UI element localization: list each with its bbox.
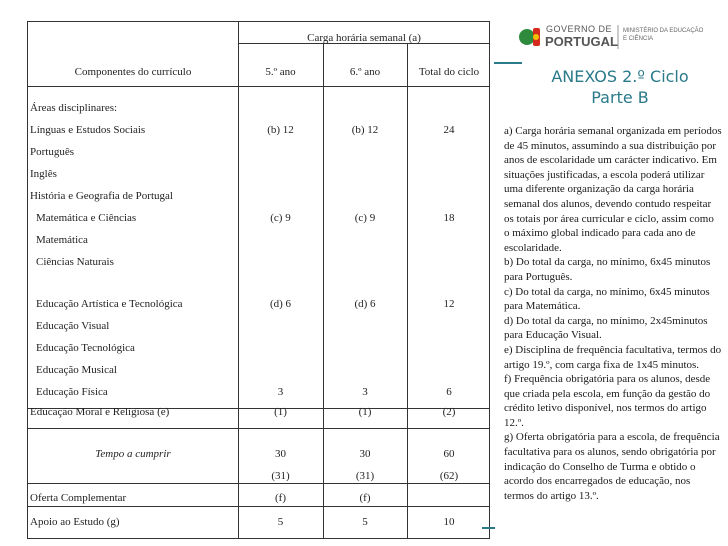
title-line2: Parte B (591, 88, 649, 107)
row-value-v6: (b) 12 (351, 124, 379, 136)
row-value-v5: 5 (277, 516, 284, 528)
table-divider (407, 43, 408, 538)
curriculum-table (27, 21, 490, 539)
footnote: g) Oferta obrigatória para a escola, de frequência facultativa para os alunos, sendo obrigatória por indicação do Conselho de Turma e obtido o acordo dos encarregados de educação, nos termos do artigo 13.º. (504, 431, 720, 502)
row-value-v5: (1) (274, 406, 287, 418)
row-label: Educação Visual (36, 320, 110, 332)
header-5-ano: 5.º ano (265, 66, 296, 78)
header-6-ano: 6.º ano (349, 66, 381, 78)
row-value-tot: 6 (446, 386, 452, 398)
row-value-v6: (31) (355, 470, 375, 482)
row-value-v5: (f) (275, 492, 286, 504)
row-label: Português (30, 146, 74, 158)
gov-line1: GOVERNO DE (546, 24, 613, 34)
footnotes (504, 124, 722, 503)
row-label: Educação Tecnológica (36, 342, 135, 354)
row-value-v6: (1) (358, 406, 372, 418)
header-group: Carga horária semanal (a) (307, 32, 421, 44)
row-value-v5: (c) 9 (270, 212, 291, 224)
row-value-v5: 30 (275, 448, 286, 460)
header-total: Total do ciclo (418, 66, 480, 78)
row-value-v6: (d) 6 (354, 298, 376, 310)
footnote: e) Disciplina de frequência facultativa, termos do artigo 19.º, com carga fixa de 1x45 minutos. (504, 343, 722, 371)
table-divider (28, 86, 489, 87)
row-label: Educação Musical (36, 364, 117, 376)
footnote: c) Do total da carga, no mínimo, 6x45 minutos para Matemática. (504, 285, 710, 313)
row-value-v6: 30 (359, 448, 371, 460)
row-value-tot: 18 (443, 212, 455, 224)
gov-line2: PORTUGAL (545, 34, 618, 49)
ministry-line1: MINISTÉRIO DA EDUCAÇÃO (623, 28, 704, 34)
row-label: Educação Física (36, 386, 108, 398)
row-label: Matemática e Ciências (36, 212, 137, 224)
footnote: d) Do total da carga, no mínimo, 2x45minutos para Educação Visual. (504, 314, 708, 342)
row-label: História e Geografia de Portugal (30, 190, 173, 202)
table-divider (323, 43, 324, 538)
row-value-tot: 10 (443, 516, 455, 528)
row-label: Matemática (36, 234, 88, 246)
row-label: Línguas e Estudos Sociais (30, 124, 146, 136)
table-divider (28, 506, 489, 507)
government-logo (519, 22, 719, 52)
page-title (520, 66, 720, 108)
row-label: Educação Artística e Tecnológica (36, 298, 183, 310)
row-label: Inglês (30, 168, 57, 180)
header-components: Componentes do currículo (74, 66, 192, 78)
ministry-line2: E CIÊNCIA (623, 36, 654, 42)
title-line1: ANEXOS 2.º Ciclo (551, 67, 689, 86)
row-label: Apoio ao Estudo (g) (30, 516, 120, 528)
row-value-tot: (62) (439, 470, 459, 482)
row-value-v5: (d) 6 (269, 298, 292, 310)
row-label: Oferta Complementar (30, 492, 127, 504)
accent-line (494, 62, 522, 64)
footnote: a) Carga horária semanal organizada em períodos de 45 minutos, assumindo a sua distribuição por anos de escolaridade um carácter indicativo. Em situações justificadas, a escola poderá utilizar uma diferente organização da carga horária semanal dos alunos, devendo contudo respeitar os totais por área curricular e ciclo, assim como o máximo global indicado para cada ano de escolaridade. (504, 125, 722, 254)
row-value-tot: 12 (443, 298, 455, 310)
footnote: b) Do total da carga, no mínimo, 6x45 minutos para Português. (504, 256, 711, 283)
accent-line (482, 527, 495, 529)
row-value-tot: (2) (442, 406, 456, 418)
row-value-v5: (31) (271, 470, 290, 482)
row-label: Ciências Naturais (36, 256, 114, 268)
row-label: Tempo a cumprir (95, 448, 171, 460)
row-value-v6: 5 (362, 516, 368, 528)
table-divider (28, 428, 489, 429)
row-label: Educação Moral e Religiosa (e) (30, 406, 170, 418)
row-value-v6: (c) 9 (354, 212, 376, 224)
row-value-tot: 24 (443, 124, 455, 136)
row-value-v5: 3 (277, 386, 284, 398)
footnote: f) Frequência obrigatória para os alunos, desde que criada pela escola, em função da gestão do crédito letivo disponível, nos termos do artigo 12.º. (504, 373, 711, 429)
row-value-v6: (f) (359, 492, 371, 504)
row-value-tot: 60 (443, 448, 455, 460)
row-value-v6: 3 (362, 386, 368, 398)
row-label: Áreas disciplinares: (30, 102, 118, 114)
row-value-v5: (b) 12 (267, 124, 294, 136)
table-divider (28, 483, 489, 484)
